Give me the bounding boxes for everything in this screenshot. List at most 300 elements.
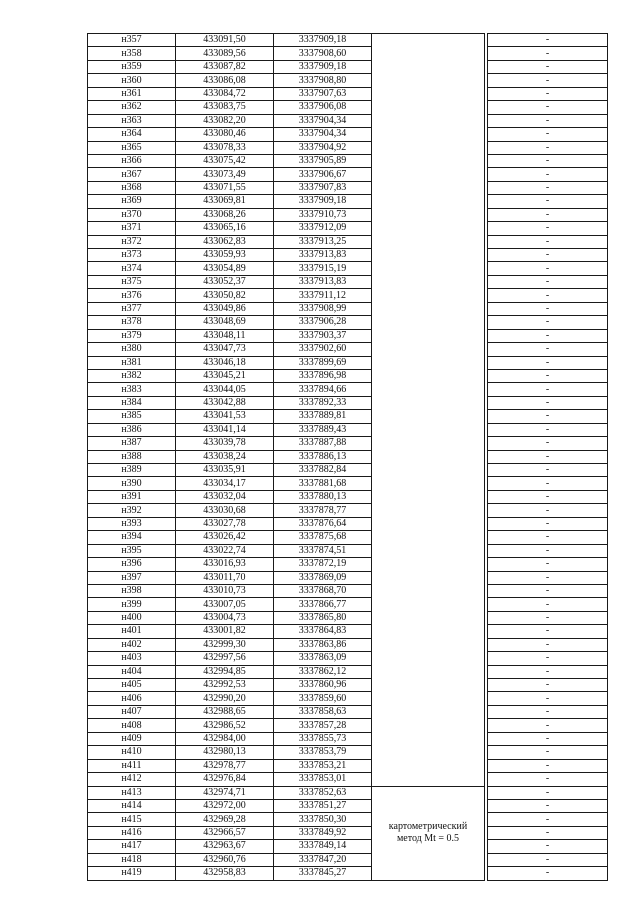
x-coordinate-cell: 433030,68 [176,504,274,517]
x-coordinate-cell: 433080,46 [176,128,274,141]
point-id-cell: н378 [88,316,176,329]
point-id-cell: н372 [88,235,176,248]
value-cell: - [488,544,608,557]
x-coordinate-cell: 433041,14 [176,423,274,436]
x-coordinate-cell: 432969,28 [176,813,274,826]
table-row [88,249,608,262]
table-row [88,813,608,826]
point-id-cell: н414 [88,799,176,812]
table-row [88,759,608,772]
point-id-cell: н370 [88,208,176,221]
y-coordinate-cell: 3337913,25 [274,235,372,248]
table-row [88,60,608,73]
x-coordinate-cell: 433068,26 [176,208,274,221]
point-id-cell: н410 [88,746,176,759]
y-coordinate-cell: 3337865,80 [274,611,372,624]
x-coordinate-cell: 433038,24 [176,450,274,463]
x-coordinate-cell: 433044,05 [176,383,274,396]
x-coordinate-cell: 433065,16 [176,222,274,235]
point-id-cell: н371 [88,222,176,235]
table-row [88,47,608,60]
method-note-cell [372,786,485,880]
table-row [88,504,608,517]
table-row [88,692,608,705]
table-row [88,571,608,584]
y-coordinate-cell: 3337866,77 [274,598,372,611]
point-id-cell: н415 [88,813,176,826]
table-row [88,74,608,87]
y-coordinate-cell: 3337849,92 [274,826,372,839]
value-cell: - [488,853,608,866]
y-coordinate-cell: 3337887,88 [274,437,372,450]
table-row [88,531,608,544]
point-id-cell: н362 [88,101,176,114]
x-coordinate-cell: 433004,73 [176,611,274,624]
y-coordinate-cell: 3337904,34 [274,114,372,127]
y-coordinate-cell: 3337886,13 [274,450,372,463]
point-id-cell: н386 [88,423,176,436]
x-coordinate-cell: 433010,73 [176,584,274,597]
y-coordinate-cell: 3337892,33 [274,396,372,409]
point-id-cell: н411 [88,759,176,772]
x-coordinate-cell: 433048,11 [176,329,274,342]
value-cell: - [488,47,608,60]
y-coordinate-cell: 3337889,81 [274,410,372,423]
value-cell: - [488,719,608,732]
y-coordinate-cell: 3337853,01 [274,773,372,786]
y-coordinate-cell: 3337908,60 [274,47,372,60]
x-coordinate-cell: 433011,70 [176,571,274,584]
point-id-cell: н385 [88,410,176,423]
table-row [88,625,608,638]
point-id-cell: н363 [88,114,176,127]
value-cell: - [488,477,608,490]
table-row [88,141,608,154]
point-id-cell: н399 [88,598,176,611]
value-cell: - [488,517,608,530]
table-row [88,867,608,880]
value-cell: - [488,410,608,423]
point-id-cell: н391 [88,490,176,503]
y-coordinate-cell: 3337847,20 [274,853,372,866]
value-cell: - [488,302,608,315]
point-id-cell: н374 [88,262,176,275]
table-row [88,638,608,651]
y-coordinate-cell: 3337909,18 [274,60,372,73]
table-row [88,195,608,208]
table-row [88,275,608,288]
y-coordinate-cell: 3337878,77 [274,504,372,517]
x-coordinate-cell: 433059,93 [176,249,274,262]
x-coordinate-cell: 432990,20 [176,692,274,705]
value-cell: - [488,34,608,47]
y-coordinate-cell: 3337860,96 [274,679,372,692]
point-id-cell: н413 [88,786,176,799]
point-id-cell: н364 [88,128,176,141]
table-row [88,477,608,490]
value-cell: - [488,840,608,853]
y-coordinate-cell: 3337904,34 [274,128,372,141]
y-coordinate-cell: 3337915,19 [274,262,372,275]
x-coordinate-cell: 433049,86 [176,302,274,315]
coordinates-table-body [88,34,608,881]
value-cell: - [488,611,608,624]
y-coordinate-cell: 3337911,12 [274,289,372,302]
table-row [88,611,608,624]
y-coordinate-cell: 3337862,12 [274,665,372,678]
x-coordinate-cell: 433089,56 [176,47,274,60]
x-coordinate-cell: 433035,91 [176,464,274,477]
value-cell: - [488,262,608,275]
x-coordinate-cell: 433001,82 [176,625,274,638]
table-row [88,34,608,47]
point-id-cell: н366 [88,154,176,167]
table-row [88,181,608,194]
y-coordinate-cell: 3337889,43 [274,423,372,436]
x-coordinate-cell: 432966,57 [176,826,274,839]
x-coordinate-cell: 433087,82 [176,60,274,73]
y-coordinate-cell: 3337875,68 [274,531,372,544]
y-coordinate-cell: 3337904,92 [274,141,372,154]
table-row [88,679,608,692]
x-coordinate-cell: 432994,85 [176,665,274,678]
value-cell: - [488,154,608,167]
table-row [88,853,608,866]
table-row [88,517,608,530]
y-coordinate-cell: 3337913,83 [274,249,372,262]
value-cell: - [488,504,608,517]
table-row [88,490,608,503]
x-coordinate-cell: 433007,05 [176,598,274,611]
table-row [88,356,608,369]
y-coordinate-cell: 3337902,60 [274,343,372,356]
value-cell: - [488,625,608,638]
y-coordinate-cell: 3337845,27 [274,867,372,880]
point-id-cell: н388 [88,450,176,463]
x-coordinate-cell: 433027,78 [176,517,274,530]
table-row [88,114,608,127]
value-cell: - [488,356,608,369]
point-id-cell: н417 [88,840,176,853]
y-coordinate-cell: 3337864,83 [274,625,372,638]
point-id-cell: н377 [88,302,176,315]
x-coordinate-cell: 433071,55 [176,181,274,194]
value-cell: - [488,114,608,127]
value-cell: - [488,665,608,678]
table-row [88,544,608,557]
x-coordinate-cell: 433075,42 [176,154,274,167]
table-row [88,652,608,665]
point-id-cell: н396 [88,558,176,571]
y-coordinate-cell: 3337853,79 [274,746,372,759]
point-id-cell: н389 [88,464,176,477]
value-cell: - [488,584,608,597]
y-coordinate-cell: 3337906,28 [274,316,372,329]
value-cell: - [488,692,608,705]
value-cell: - [488,195,608,208]
y-coordinate-cell: 3337910,73 [274,208,372,221]
table-row [88,786,608,799]
table-row [88,302,608,315]
point-id-cell: н383 [88,383,176,396]
table-row [88,222,608,235]
value-cell: - [488,423,608,436]
table-row [88,87,608,100]
table-row [88,235,608,248]
value-cell: - [488,369,608,382]
point-id-cell: н393 [88,517,176,530]
y-coordinate-cell: 3337894,66 [274,383,372,396]
y-coordinate-cell: 3337903,37 [274,329,372,342]
table-row [88,840,608,853]
table-row [88,464,608,477]
table-row [88,437,608,450]
value-cell: - [488,128,608,141]
x-coordinate-cell: 433022,74 [176,544,274,557]
point-id-cell: н404 [88,665,176,678]
point-id-cell: н409 [88,732,176,745]
point-id-cell: н360 [88,74,176,87]
value-cell: - [488,450,608,463]
y-coordinate-cell: 3337906,08 [274,101,372,114]
table-row [88,101,608,114]
point-id-cell: н405 [88,679,176,692]
point-id-cell: н418 [88,853,176,866]
x-coordinate-cell: 433034,17 [176,477,274,490]
point-id-cell: н394 [88,531,176,544]
y-coordinate-cell: 3337859,60 [274,692,372,705]
x-coordinate-cell: 433091,50 [176,34,274,47]
table-row [88,128,608,141]
value-cell: - [488,759,608,772]
point-id-cell: н402 [88,638,176,651]
table-row [88,584,608,597]
y-coordinate-cell: 3337850,30 [274,813,372,826]
value-cell: - [488,74,608,87]
value-cell: - [488,396,608,409]
value-cell: - [488,558,608,571]
y-coordinate-cell: 3337849,14 [274,840,372,853]
y-coordinate-cell: 3337909,18 [274,34,372,47]
y-coordinate-cell: 3337857,28 [274,719,372,732]
y-coordinate-cell: 3337880,13 [274,490,372,503]
table-row [88,450,608,463]
x-coordinate-cell: 433078,33 [176,141,274,154]
x-coordinate-cell: 432986,52 [176,719,274,732]
value-cell: - [488,141,608,154]
y-coordinate-cell: 3337896,98 [274,369,372,382]
table-row [88,396,608,409]
table-row [88,558,608,571]
point-id-cell: н406 [88,692,176,705]
value-cell: - [488,705,608,718]
point-id-cell: н400 [88,611,176,624]
point-id-cell: н398 [88,584,176,597]
x-coordinate-cell: 433048,69 [176,316,274,329]
point-id-cell: н384 [88,396,176,409]
value-cell: - [488,813,608,826]
value-cell: - [488,249,608,262]
point-id-cell: н392 [88,504,176,517]
x-coordinate-cell: 432997,56 [176,652,274,665]
method-note-line-1: картометрический [388,821,468,833]
point-id-cell: н387 [88,437,176,450]
value-cell: - [488,275,608,288]
point-id-cell: н365 [88,141,176,154]
value-cell: - [488,746,608,759]
value-cell: - [488,773,608,786]
point-id-cell: н357 [88,34,176,47]
point-id-cell: н419 [88,867,176,880]
x-coordinate-cell: 432980,13 [176,746,274,759]
point-id-cell: н361 [88,87,176,100]
table-row [88,316,608,329]
value-cell: - [488,329,608,342]
table-row [88,799,608,812]
value-cell: - [488,531,608,544]
point-id-cell: н367 [88,168,176,181]
table-row [88,154,608,167]
value-cell: - [488,652,608,665]
table-row [88,208,608,221]
x-coordinate-cell: 433047,73 [176,343,274,356]
y-coordinate-cell: 3337863,09 [274,652,372,665]
x-coordinate-cell: 433032,04 [176,490,274,503]
value-cell: - [488,168,608,181]
x-coordinate-cell: 433073,49 [176,168,274,181]
value-cell: - [488,60,608,73]
y-coordinate-cell: 3337851,27 [274,799,372,812]
value-cell: - [488,638,608,651]
coordinates-table [87,33,608,881]
table-row [88,383,608,396]
value-cell: - [488,464,608,477]
x-coordinate-cell: 432972,00 [176,799,274,812]
point-id-cell: н368 [88,181,176,194]
x-coordinate-cell: 433082,20 [176,114,274,127]
x-coordinate-cell: 432963,67 [176,840,274,853]
value-cell: - [488,222,608,235]
y-coordinate-cell: 3337881,68 [274,477,372,490]
table-row [88,343,608,356]
value-cell: - [488,181,608,194]
table-row [88,826,608,839]
y-coordinate-cell: 3337876,64 [274,517,372,530]
table-row [88,168,608,181]
x-coordinate-cell: 432984,00 [176,732,274,745]
x-coordinate-cell: 433069,81 [176,195,274,208]
point-id-cell: н390 [88,477,176,490]
y-coordinate-cell: 3337855,73 [274,732,372,745]
table-row [88,598,608,611]
value-cell: - [488,383,608,396]
point-id-cell: н407 [88,705,176,718]
value-cell: - [488,343,608,356]
point-id-cell: н395 [88,544,176,557]
value-cell: - [488,679,608,692]
x-coordinate-cell: 433041,53 [176,410,274,423]
value-cell: - [488,316,608,329]
x-coordinate-cell: 433052,37 [176,275,274,288]
method-cell-upper [372,34,485,787]
y-coordinate-cell: 3337908,80 [274,74,372,87]
y-coordinate-cell: 3337908,99 [274,302,372,315]
x-coordinate-cell: 433042,88 [176,396,274,409]
y-coordinate-cell: 3337912,09 [274,222,372,235]
x-coordinate-cell: 432976,84 [176,773,274,786]
table-row [88,369,608,382]
value-cell: - [488,732,608,745]
point-id-cell: н397 [88,571,176,584]
y-coordinate-cell: 3337858,63 [274,705,372,718]
table-row [88,773,608,786]
point-id-cell: н416 [88,826,176,839]
y-coordinate-cell: 3337869,09 [274,571,372,584]
point-id-cell: н369 [88,195,176,208]
table-row [88,705,608,718]
x-coordinate-cell: 433086,08 [176,74,274,87]
value-cell: - [488,208,608,221]
point-id-cell: н381 [88,356,176,369]
table-row [88,410,608,423]
value-cell: - [488,786,608,799]
point-id-cell: н358 [88,47,176,60]
y-coordinate-cell: 3337913,83 [274,275,372,288]
y-coordinate-cell: 3337906,67 [274,168,372,181]
x-coordinate-cell: 433083,75 [176,101,274,114]
x-coordinate-cell: 433045,21 [176,369,274,382]
y-coordinate-cell: 3337882,84 [274,464,372,477]
y-coordinate-cell: 3337868,70 [274,584,372,597]
x-coordinate-cell: 432988,65 [176,705,274,718]
point-id-cell: н373 [88,249,176,262]
value-cell: - [488,101,608,114]
table-row [88,665,608,678]
point-id-cell: н412 [88,773,176,786]
value-cell: - [488,826,608,839]
x-coordinate-cell: 432992,53 [176,679,274,692]
value-cell: - [488,87,608,100]
x-coordinate-cell: 432958,83 [176,867,274,880]
x-coordinate-cell: 432960,76 [176,853,274,866]
y-coordinate-cell: 3337899,69 [274,356,372,369]
table-row [88,746,608,759]
y-coordinate-cell: 3337872,19 [274,558,372,571]
x-coordinate-cell: 433084,72 [176,87,274,100]
point-id-cell: н408 [88,719,176,732]
table-row [88,719,608,732]
point-id-cell: н379 [88,329,176,342]
x-coordinate-cell: 433039,78 [176,437,274,450]
value-cell: - [488,437,608,450]
x-coordinate-cell: 433046,18 [176,356,274,369]
table-row [88,423,608,436]
value-cell: - [488,867,608,880]
x-coordinate-cell: 432999,30 [176,638,274,651]
point-id-cell: н403 [88,652,176,665]
value-cell: - [488,799,608,812]
y-coordinate-cell: 3337863,86 [274,638,372,651]
y-coordinate-cell: 3337907,83 [274,181,372,194]
x-coordinate-cell: 433062,83 [176,235,274,248]
value-cell: - [488,490,608,503]
table-row [88,329,608,342]
y-coordinate-cell: 3337909,18 [274,195,372,208]
y-coordinate-cell: 3337874,51 [274,544,372,557]
point-id-cell: н382 [88,369,176,382]
value-cell: - [488,571,608,584]
point-id-cell: н380 [88,343,176,356]
